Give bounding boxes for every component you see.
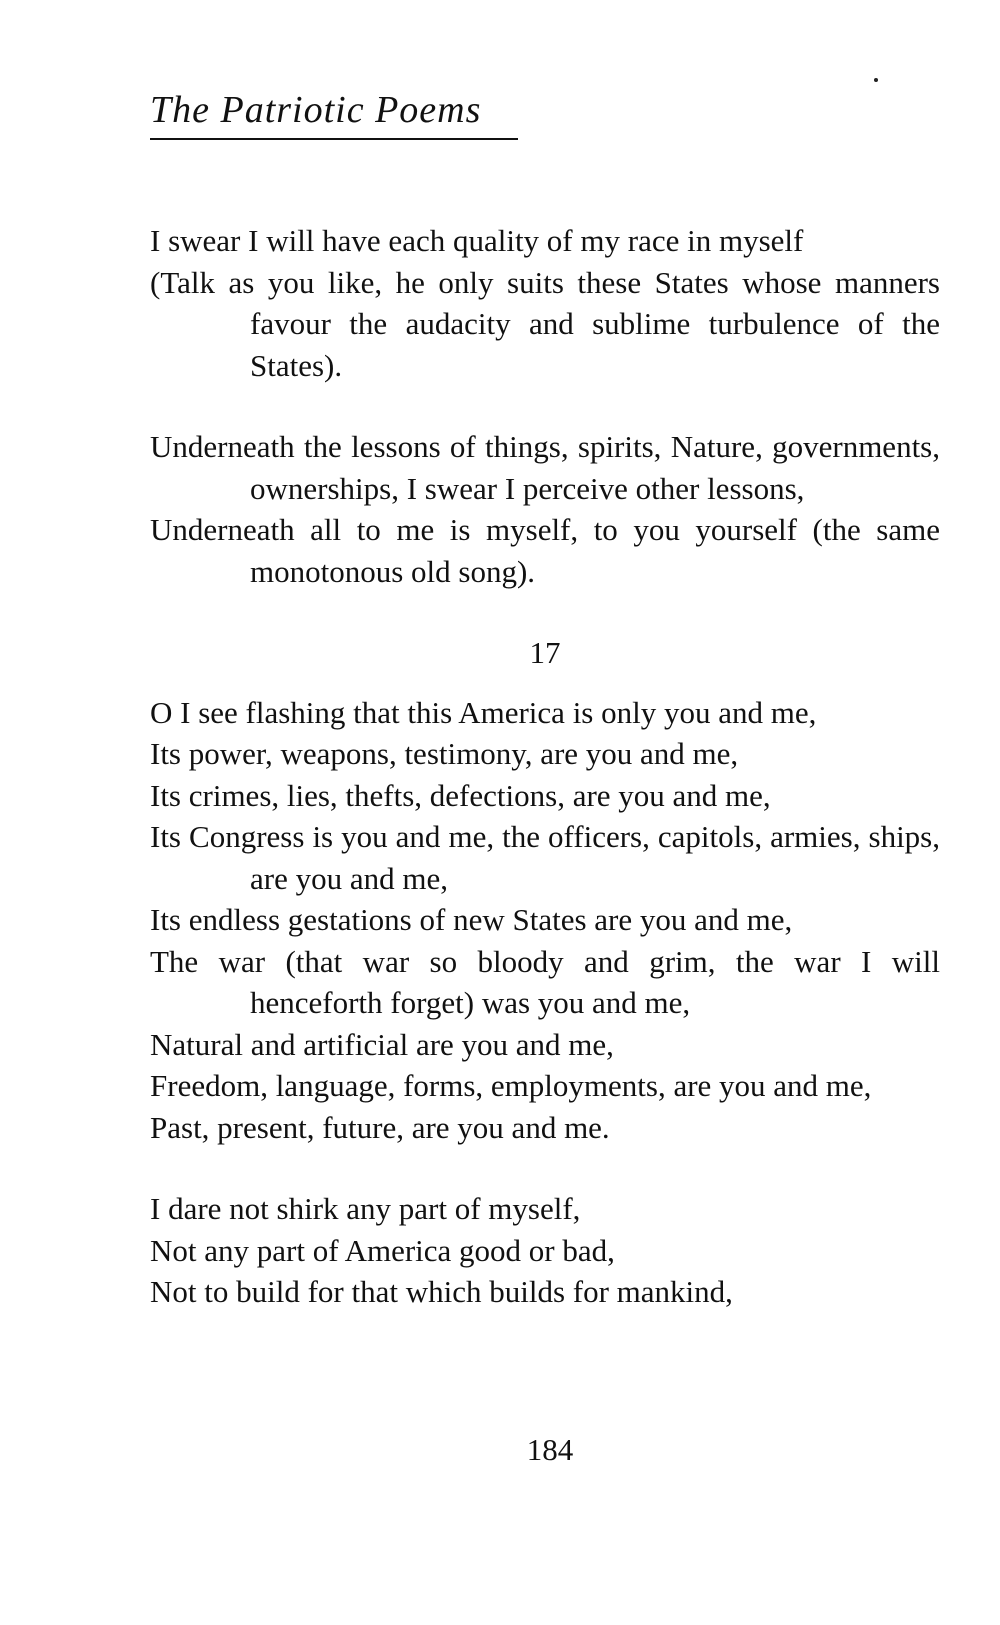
verse-line: The war (that war so bloody and grim, the war I will henceforth forget) was you and me, <box>150 943 940 1020</box>
page-number: 184 <box>526 1432 574 1467</box>
verse-line: Freedom, language, forms, employments, are you and me, <box>150 1068 872 1103</box>
verse-line: I dare not shirk any part of myself, <box>150 1191 581 1226</box>
verse-line: Its power, weapons, testimony, are you and me, <box>150 736 739 771</box>
verse-line: Past, present, future, are you and me. <box>150 1109 610 1145</box>
verse-line: Its Congress is you and me, the officers, capitols, armies, ships, are you and me, <box>150 819 940 896</box>
stanza-3 <box>150 692 940 1149</box>
stanza-2 <box>150 426 940 592</box>
verse-line: Underneath the lessons of things, spirits, Nature, governments, ownerships, I swear I perceive other lessons, <box>150 429 940 506</box>
verse-line: Not to build for that which builds for mankind, <box>150 1274 733 1309</box>
poem-text <box>150 220 940 1353</box>
verse-line: I swear I will have each quality of my race in myself <box>150 223 804 258</box>
verse-line: Its crimes, lies, thefts, defections, are you and me, <box>150 777 771 813</box>
stanza-4 <box>150 1188 940 1313</box>
verse-line: O I see flashing that this America is only you and me, <box>150 694 817 730</box>
verse-line: Not any part of America good or bad, <box>150 1232 615 1268</box>
verse-line: (Talk as you like, he only suits these States whose manners favour the audacity and sublime turbulence of the States). <box>150 264 940 383</box>
section-number: 17 <box>529 635 561 670</box>
running-title: The Patriotic Poems <box>150 88 518 140</box>
verse-line: Natural and artificial are you and me, <box>150 1026 614 1062</box>
verse-line: Its endless gestations of new States are you and me, <box>150 902 793 937</box>
stanza-1 <box>150 220 940 386</box>
verse-line: Underneath all to me is myself, to you yourself (the same monotonous old song). <box>150 512 940 589</box>
print-speck <box>874 78 878 82</box>
